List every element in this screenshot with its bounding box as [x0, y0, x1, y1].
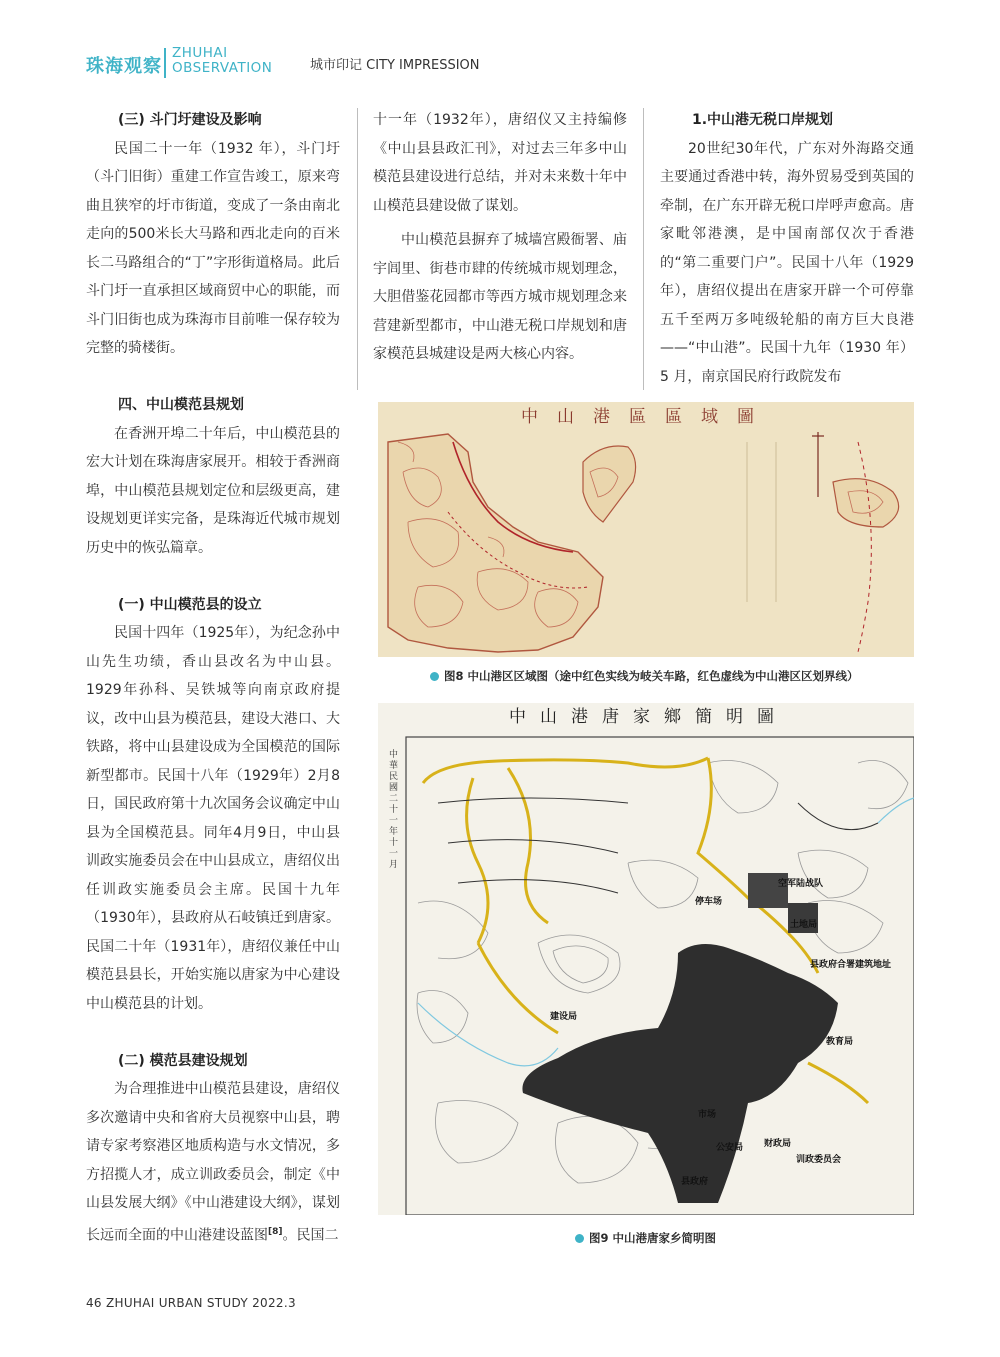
- label-land-bureau: 土地局: [790, 920, 818, 930]
- map-9-drawing: [378, 703, 914, 1215]
- paragraph-section-4: 在香洲开埠二十年后，中山模范县的宏大计划在珠海唐家展开。相较于香洲商埠，中山模范县规划定位和层级更高，建设规划更详实完备，是珠海近代城市规划历史中的恢弘篇章。: [86, 425, 340, 556]
- brand-en-line1: ZHUHAI: [172, 45, 228, 61]
- label-air-force: 空军陆战队: [778, 879, 824, 889]
- paragraph-sub-2-text: 为合理推进中山模范县建设，唐绍仪多次邀请中央和省府大员视察中山县，聘请专家考察港区地质构造与水文情况，多方招揽人才，成立训政委员会，制定《中山县发展大纲》《中山港建设大纲》，谋划长远而全面的中山港建设蓝图: [86, 1081, 340, 1244]
- label-finance-bureau: 财政局: [764, 1139, 792, 1149]
- figure-9-caption: [575, 1230, 716, 1246]
- figure-8-caption: [430, 668, 859, 684]
- section-label: 城市印记 CITY IMPRESSION: [310, 58, 480, 73]
- column-divider-1: [357, 108, 358, 390]
- paragraph-sub-2: [86, 1075, 340, 1250]
- caption-bullet-icon: [575, 1234, 584, 1243]
- label-committee: 训政委员会: [796, 1155, 842, 1165]
- heading-section-4: 四、中山模范县规划: [118, 397, 244, 413]
- label-public-security: 公安局: [716, 1143, 744, 1153]
- paragraph-sub-2-tail: 。民国二: [282, 1227, 339, 1244]
- caption-bullet-icon: [430, 672, 439, 681]
- map-8-drawing: [378, 402, 914, 657]
- figure-9-map: [378, 703, 914, 1215]
- label-county-government: 县政府: [681, 1177, 709, 1187]
- heading-doumen: (三) 斗门圩建设及影响: [118, 112, 262, 128]
- label-parking: 停车场: [695, 897, 723, 907]
- figure-8-map: [378, 402, 914, 657]
- label-market: 市场: [698, 1110, 717, 1120]
- map-9-side-text: 中華民國二十一年十一月: [387, 749, 397, 870]
- column-2: [373, 106, 627, 369]
- paragraph-col2-2: 中山模范县摒弃了城墙宫殿衙署、庙宇闾里、街巷市肆的传统城市规划理念，大胆借鉴花园都市等西方城市规划理念来营建新型都市，中山港无税口岸规划和唐家模范县城建设是两大核心内容。: [373, 232, 627, 362]
- figure-8-caption-text: 图8 中山港区区域图（途中红色实线为岐关车路，红色虚线为中山港区区划界线）: [444, 669, 859, 683]
- figure-9-caption-text: 图9 中山港唐家乡简明图: [589, 1231, 717, 1245]
- column-3: [660, 106, 914, 391]
- heading-sub-2: (二) 模范县建设规划: [118, 1052, 248, 1069]
- label-education-bureau: 教育局: [826, 1037, 854, 1047]
- heading-col3: 1.中山港无税口岸规划: [692, 112, 834, 128]
- map-8-title: 中山港區區域圖: [521, 407, 773, 427]
- column-1: [86, 106, 340, 1250]
- page-header: [86, 46, 786, 82]
- label-county-site: 县政府合署建筑地址: [810, 960, 892, 970]
- column-divider-2: [643, 108, 644, 390]
- paragraph-doumen: 民国二十一年（1932 年），斗门圩（斗门旧街）重建工作宣告竣工，原来弯曲且狭窄的圩市街道，变成了一条由南北走向的500米长大马路和西北走向的百米长二马路组合的“丁”字形街道格局。此后斗门圩一直承担区域商贸中心的职能，而斗门旧街也成为珠海市目前唯一保存较为完整的骑楼街。: [86, 140, 340, 356]
- paragraph-sub-1: 民国十四年（1925年），为纪念孙中山先生功绩，香山县改名为中山县。1929年孙科、吴铁城等向南京政府提议，改中山县为模范县，建设大港口、大铁路，将中山县建设成为全国模范的国际新型都市。民国十八年（1929年）2月8日，国民政府第十九次国务会议确定中山县为全国模范县。同年4月9日，中山县训政实施委员会在中山县成立，唐绍仪出任训政实施委员会主席。民国十九年（1930年），县政府从石岐镇迁到唐家。民国二十年（1931年），唐绍仪兼任中山模范县县长，开始实施以唐家为中心建设中山模范县的计划。: [86, 625, 340, 1012]
- brand-name: 珠海观察: [86, 56, 162, 77]
- header-divider: [164, 48, 166, 78]
- brand-en-line2: OBSERVATION: [172, 60, 273, 76]
- heading-sub-1: (一) 中山模范县的设立: [118, 596, 262, 613]
- paragraph-col3: 20世纪30年代，广东对外海路交通主要通过香港中转，海外贸易受到英国的牵制，在广东开辟无税口岸呼声愈高。唐家毗邻港澳，是中国南部仅次于香港的“第二重要门户”。民国十八年（1929年），唐绍仪提出在唐家开辟一个可停靠五千至两万多吨级轮船的南方巨大良港——“中山港”。民国十九年（1930 年）5 月，南京国民府行政院发布: [660, 140, 914, 385]
- reference-mark: [8]: [268, 1226, 283, 1237]
- label-construction-bureau: 建设局: [550, 1012, 578, 1022]
- paragraph-col2-1: 十一年（1932年），唐绍仪又主持编修《中山县县政汇刊》，对过去三年多中山模范县建设进行总结，并对未来数十年中山模范县建设做了谋划。: [373, 112, 627, 214]
- page-footer: 46 ZHUHAI URBAN STUDY 2022.3: [86, 1296, 296, 1310]
- map-9-title: 中山港唐家鄉簡明圖: [509, 707, 788, 727]
